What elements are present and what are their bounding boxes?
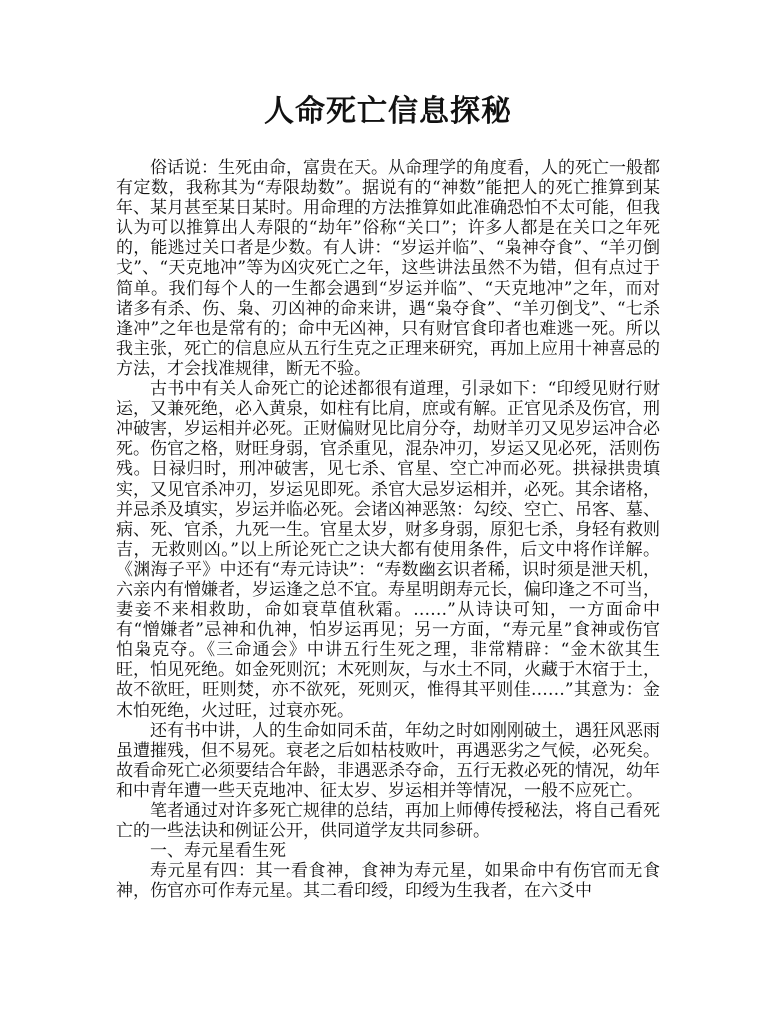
page-title: 人命死亡信息探秘: [264, 94, 512, 129]
paragraph-age-factor: 还有书中讲，人的生命如同禾苗，年幼之时如刚刚破土，遇狂风恶雨虽遭摧残，但不易死。衰老之后如枯枝败叶，再遇恶劣之气候，必死矣。故看命死亡必须要结合年龄，非遇恶杀夺命，五行无救必死的情况，幼年和中青年遭一些天克地冲、征太岁、岁运相并等情况，一般不应死亡。: [116, 720, 660, 801]
section-heading: 一、寿元星看生死: [150, 841, 286, 862]
paragraph-intro: 俗话说：生死由命，富贵在天。从命理学的角度看，人的死亡一般都有定数，我称其为“寿限劫数”。据说有的“神数”能把人的死亡推算到某年、某月甚至某日某时。用命理的方法推算如此准确恐怕不太可能，但我认为可以推算出人寿限的“劫年”俗称“关口”；许多人都是在关口之年死的，能逃过关口者是少数。有人讲：“岁运并临”、“枭神夺食”、“羊刃倒戈”、“天克地冲”等为凶灾死亡之年，这些讲法虽然不为错，但有点过于简单。我们每个人的一生都会遇到“岁运并临”、“天克地冲”之年，而对诸多有杀、伤、枭、刃凶神的命来讲，遇“枭夺食”、“羊刃倒戈”、“七杀逢冲”之年也是常有的；命中无凶神，只有财官食印者也难逃一死。所以我主张，死亡的信息应从五行生克之正理来研究，再加上应用十神喜忌的方法，才会找准规律，断无不验。: [116, 158, 660, 379]
document-page: [116, 92, 660, 901]
paragraph-longevity-star: 寿元星有四：其一看食神，食神为寿元星，如果命中有伤官而无食神，伤官亦可作寿元星。其二看印绶，印绶为生我者，在六爻中: [116, 861, 660, 902]
paragraph-author-note: 笔者通过对许多死亡规律的总结，再加上师傅传授秘法，将自己看死亡的一些法诀和例证公开，供同道学友共同参研。: [116, 801, 660, 842]
paragraph-ancient-texts: 古书中有关人命死亡的论述都很有道理，引录如下：“印绶见财行财运，又兼死绝，必入黄泉，如柱有比肩，庶或有解。正官见杀及伤官，刑冲破害，岁运相并必死。正财偏财见比肩分夺，劫财羊刃又见岁运冲合必死。伤官之格，财旺身弱，官杀重见，混杂冲刃，岁运又见必死，活则伤残。日禄归时，刑冲破害，见七杀、官星、空亡冲而必死。拱禄拱贵填实，又见官杀冲刃，岁运见即死。杀官大忌岁运相并，必死。其余诸格，并忌杀及填实，岁运并临必死。会诸凶神恶煞：勾绞、空亡、吊客、墓、病、死、官杀，九死一生。官星太岁，财多身弱，原犯七杀，身轻有救则吉，无救则凶。”以上所论死亡之诀大都有使用条件，后文中将作详解。《渊海子平》中还有“寿元诗诀”：“寿数幽玄识者稀，识时须是泄天机，六亲内有憎嫌者，岁运逢之总不宜。寿星明朗寿元长，偏印逢之不可当，妻妾不来相救助，命如衰草值秋霜。……”从诗诀可知，一方面命中有“憎嫌者”忌神和仇神，怕岁运再见；另一方面，“寿元星”食神或伤官怕枭克夺。《三命通会》中讲五行生死之理，非常精辟：“金木欲其生旺，怕见死绝。如金死则沉；木死则灰，与水土不同，火藏于木宿于土，故不欲旺，旺则焚，亦不欲死，死则灭，惟得其平则佳……”其意为：金木怕死绝，火过旺，过衰亦死。: [116, 379, 660, 721]
